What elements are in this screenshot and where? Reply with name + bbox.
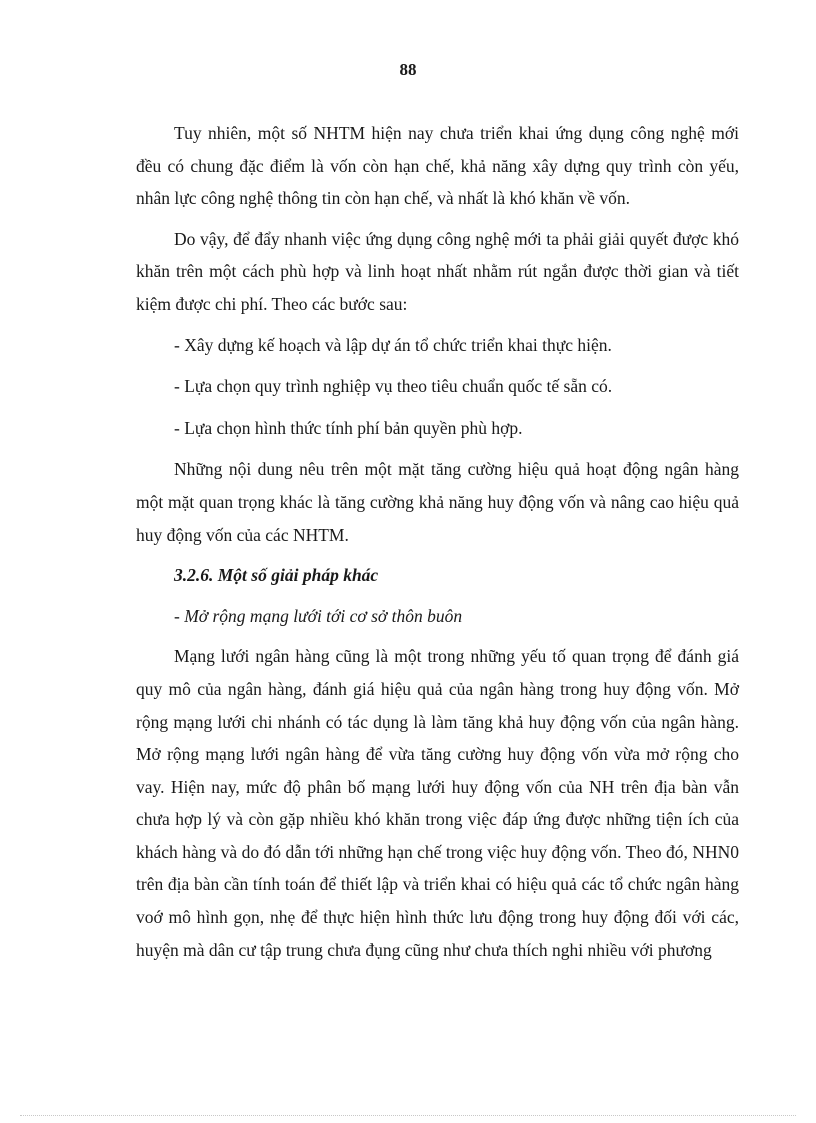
paragraph-network: Mạng lưới ngân hàng cũng là một trong những yếu tố quan trọng để đánh giá quy mô của ngân hàng, đánh giá hiệu quả của ngân hàng trong huy động vốn. Mở rộng mạng lưới chi nhánh có tác dụng là làm tăng khả huy động vốn của ngân hàng. Mở rộng mạng lưới ngân hàng để vừa tăng cường huy động vốn vừa mở rộng cho vay. Hiện nay, mức độ phân bố mạng lưới huy động vốn của NH trên địa bàn vẫn chưa hợp lý và còn gặp nhiều khó khăn trong việc đáp ứng được những tiện ích của khách hàng và do đó dẫn tới những hạn chế trong việc huy động vốn. Theo đó, NHN0 trên địa bàn cần tính toán để thiết lập và triển khai có hiệu quả các tổ chức ngân hàng voớ mô hình gọn, nhẹ để thực hiện hình thức lưu động trong huy động đối với các, huyện mà dân cư tập trung chưa đụng cũng như chưa thích nghi nhiều với phương [136,646,739,960]
paragraph-solution-intro: Do vậy, để đẩy nhanh việc ứng dụng công nghệ mới ta phải giải quyết được khó khăn trên một cách phù hợp và linh hoạt nhất nhằm rút ngắn được thời gian và tiết kiệm được chi phí. Theo các bước sau: [136,228,739,314]
list-item: - Xây dựng kế hoạch và lập dự án tổ chức triển khai thực hiện. [174,334,612,355]
document-body [136,117,739,974]
section-heading: 3.2.6. Một số giải pháp khác [174,565,379,586]
list-item: - Lựa chọn quy trình nghiệp vụ theo tiêu chuẩn quốc tế sẵn có. [174,376,613,397]
subsection-heading: - Mở rộng mạng lưới tới cơ sở thôn buôn [174,605,463,626]
footer-divider [20,1115,796,1116]
paragraph-summary: Những nội dung nêu trên một mặt tăng cường hiệu quả hoạt động ngân hàng một mặt quan trọng khác là tăng cường khả năng huy động vốn và nâng cao hiệu quả huy động vốn của các NHTM. [136,459,739,545]
paragraph-tech-limitations: Tuy nhiên, một số NHTM hiện nay chưa triển khai ứng dụng công nghệ mới đều có chung đặc điểm là vốn còn hạn chế, khả năng xây dựng quy trình còn yếu, nhân lực công nghệ thông tin còn hạn chế, và nhất là khó khăn về vốn. [136,123,739,209]
list-item: - Lựa chọn hình thức tính phí bản quyền phù hợp. [174,417,523,438]
page-number: 88 [399,60,417,79]
